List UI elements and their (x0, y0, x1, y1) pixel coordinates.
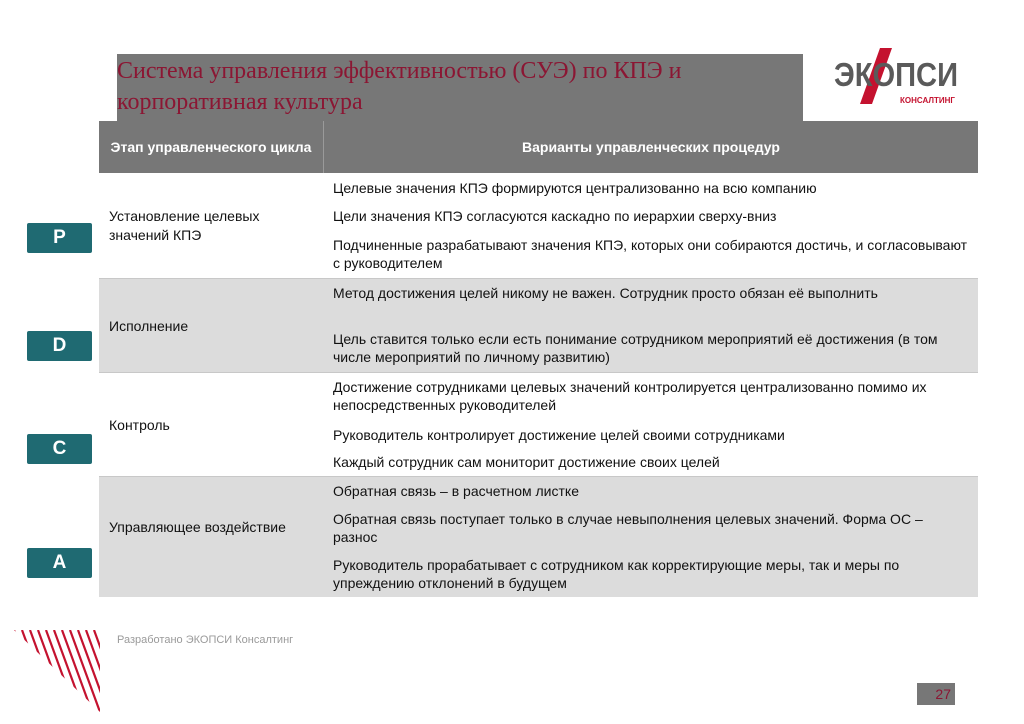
logo-wordmark: ЭКОПСИ (834, 56, 958, 93)
procedure-item: Цели значения КПЭ согласуются каскадно по иерархии сверху-вниз (333, 208, 777, 224)
procedure-item: Подчиненные разрабатывают значения КПЭ, которых они собираются достичь, и согласовывают с руководителем (333, 237, 968, 271)
stage-cell: Установление целевых значений КПЭ (109, 208, 260, 243)
table-header (99, 121, 978, 173)
page-number: 27 (917, 683, 955, 705)
stage-cell: Исполнение (109, 318, 189, 334)
stage-cell: Контроль (109, 417, 170, 433)
procedure-item: Цель ставится только если есть понимание сотрудником мероприятий её достижения (в том числе мероприятий по личному развитию) (333, 331, 938, 365)
header-procedures: Варианты управленческих процедур (522, 139, 780, 155)
page-title: Система управления эффективностью (СУЭ) по КПЭ и корпоративная культура (117, 58, 682, 115)
badge-plan: P (27, 223, 92, 253)
badge-check: C (27, 434, 92, 464)
decorative-stripes (14, 630, 100, 712)
table-row (99, 477, 978, 597)
procedure-item: Обратная связь поступает только в случае невыполнения целевых значений. Форма ОС – разнос (333, 511, 923, 545)
procedure-item: Достижение сотрудниками целевых значений контролируется централизованно помимо их непосредственных руководителей (333, 379, 927, 413)
badge-do: D (27, 331, 92, 361)
footer-credit: Разработано ЭКОПСИ Консалтинг (117, 634, 294, 646)
header-stage: Этап управленческого цикла (110, 138, 312, 155)
ecopsy-logo (826, 42, 966, 112)
table-row (99, 279, 978, 372)
procedure-item: Целевые значения КПЭ формируются централизованно на всю компанию (333, 180, 817, 196)
procedure-item: Каждый сотрудник сам мониторит достижение своих целей (333, 454, 720, 470)
procedure-item: Метод достижения целей никому не важен. Сотрудник просто обязан её выполнить (333, 285, 878, 301)
procedure-item: Руководитель контролирует достижение целей своими сотрудниками (333, 427, 785, 443)
stage-cell: Управляющее воздействие (109, 519, 286, 535)
table-row (99, 373, 978, 476)
procedure-item: Обратная связь – в расчетном листке (333, 483, 579, 499)
procedure-item: Руководитель прорабатывает с сотрудником как корректирующие меры, так и меры по упреждению отклонений в будущем (333, 557, 900, 591)
table-row (99, 174, 978, 278)
badge-act: A (27, 548, 92, 578)
logo-tagline: КОНСАЛТИНГ (900, 96, 955, 105)
